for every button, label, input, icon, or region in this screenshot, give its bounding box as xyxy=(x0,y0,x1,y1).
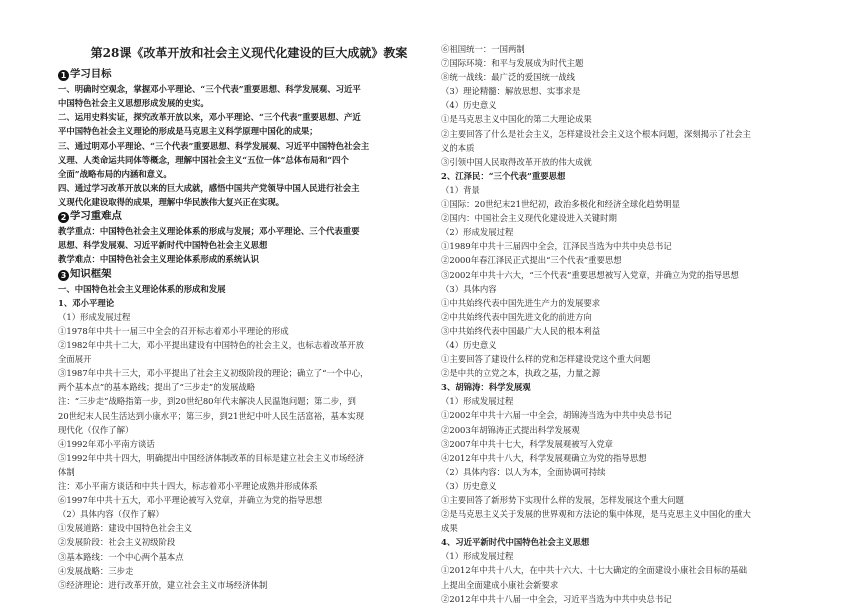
text-line: （3）历史意义 xyxy=(441,480,497,491)
text-line: ②2012年中共十八届一中全会，习近平当选为中共中央总书记 xyxy=(441,593,672,604)
text-line: ②是马克思主义关于发展的世界观和方法论的集中体现，是马克思主义中国化的重大 xyxy=(441,509,751,520)
subheading-xi: 4、习近平新时代中国特色社会主义思想 xyxy=(441,537,590,548)
text-line: ①发展道路：建设中国特色社会主义 xyxy=(58,523,192,534)
text-line: ①是马克思主义中国化的第二大理论成果 xyxy=(441,114,592,125)
text-line: ①2012年中共十八大，在中共十六大、十七大确定的全面建设小康社会目标的基础 xyxy=(441,565,748,576)
section-label: 知识框架 xyxy=(70,267,112,280)
text-line: （2）形成发展过程 xyxy=(441,227,514,238)
goal-line: 义理、人类命运共同体等概念，理解中国社会主义“五位一体”总体布局和“四个 xyxy=(58,154,349,165)
text-line: ⑧统一战线：最广泛的爱国统一战线 xyxy=(441,72,575,83)
text-line: （3）理论精髓：解放思想、实事求是 xyxy=(441,86,581,97)
text-line: ①2002年中共十六届一中全会，胡锦涛当选为中共中央总书记 xyxy=(441,410,672,421)
text-line: ④2012年中共十八大，科学发展观确立为党的指导思想 xyxy=(441,452,647,463)
subheading-deng: 1、邓小平理论 xyxy=(58,297,115,308)
text-line: 两个基本点”的基本路线；提出了“三步走”的发展战略 xyxy=(58,382,256,393)
text-line: 现代化（仅作了解） xyxy=(58,424,134,435)
text-line: ④发展战略：三步走 xyxy=(58,565,134,576)
section-label: 学习重难点 xyxy=(70,210,122,223)
text-line: ②中共始终代表中国先进文化的前进方向 xyxy=(441,311,592,322)
goal-line: 四、通过学习改革开放以来的巨大成就，感悟中国共产党领导中国人民进行社会主 xyxy=(58,182,360,193)
text-line: ③中共始终代表中国最广大人民的根本利益 xyxy=(441,325,601,336)
text-line: 注：“三步走”战略指第一步，到20世纪80年代末解决人民温饱问题；第二步，到 xyxy=(58,396,356,407)
text-line: ①国际：20世纪末21世纪初，政治多极化和经济全球化趋势明显 xyxy=(441,199,681,210)
section-number-badge: 2 xyxy=(58,212,69,223)
subheading-hu: 3、胡锦涛：科学发展观 xyxy=(441,382,531,393)
left-column xyxy=(58,0,436,608)
text-line: ①1989年中共十三届四中全会，江泽民当选为中共中央总书记 xyxy=(441,241,672,252)
section-heading-framework xyxy=(58,267,436,282)
goal-line: 一、明确时空观念，掌握邓小平理论、“三个代表”重要思想、科学发展观、习近平 xyxy=(58,84,361,95)
goal-line: 中国特色社会主义思想形成发展的史实。 xyxy=(58,98,209,109)
text-line: （1）形成发展过程 xyxy=(441,551,514,562)
text-line: ①中共始终代表中国先进生产力的发展要求 xyxy=(441,297,601,308)
text-line: ⑥祖国统一：一国两制 xyxy=(441,44,525,54)
subheading-jiang: 2、江泽民：“三个代表”重要思想 xyxy=(441,170,566,181)
text-line: （2）具体内容：以人为本，全面协调可持续 xyxy=(441,466,606,477)
text-line: ②1982年中共十二大，邓小平提出建设有中国特色的社会主义，也标志着改革开放 xyxy=(58,340,365,351)
text-line: ③引领中国人民取得改革开放的伟大成就 xyxy=(441,156,592,167)
section-number-badge: 1 xyxy=(58,70,69,81)
key-point-line: 思想、科学发展观、习近平新时代中国特色社会主义思想 xyxy=(58,240,268,251)
text-line: ①主要回答了建设什么样的党和怎样建设党这个重大问题 xyxy=(441,354,651,365)
goal-line: 三、通过明邓小平理论、“三个代表”重要思想、科学发展观、习近平中国特色社会主 xyxy=(58,140,370,151)
key-point-line: 教学难点：中国特色社会主义理论体系形成的系统认识 xyxy=(58,254,259,265)
text-line: ①主要回答了新形势下实现什么样的发展，怎样发展这个重大问题 xyxy=(441,495,684,505)
goal-line: 平中国特色社会主义理论的形成是马克思主义科学原理中国化的成果； xyxy=(58,126,318,137)
framework-heading: 一、中国特色社会主义理论体系的形成和发展 xyxy=(58,283,226,294)
text-line: ②2000年春江泽民正式提出“三个代表”重要思想 xyxy=(441,255,622,266)
goal-line: 义现代化建设取得的成果，理解中华民族伟大复兴正在实现。 xyxy=(58,196,285,207)
text-line: ①1978年中共十一届三中全会的召开标志着邓小平理论的形成 xyxy=(58,326,289,337)
text-line: （1）形成发展过程 xyxy=(58,311,131,322)
text-line: ④1992年邓小平南方谈话 xyxy=(58,438,155,449)
text-line: ②国内：中国社会主义现代化建设进入关键时期 xyxy=(441,213,617,224)
text-line: 成果 xyxy=(441,523,458,534)
text-line: 上提出全面建成小康社会新要求 xyxy=(441,579,559,590)
text-line: ③2002年中共十六大，“三个代表”重要思想被写入党章，并确立为党的指导思想 xyxy=(441,269,739,280)
page-title: 第28课《改革开放和社会主义现代化建设的巨大成就》教案 xyxy=(90,46,408,60)
text-line: ②主要回答了什么是社会主义，怎样建设社会主义这个根本问题，深刻揭示了社会主 xyxy=(441,128,751,139)
goal-line: 全面”战略布局的内涵和意义。 xyxy=(58,168,172,179)
right-column xyxy=(441,0,805,608)
goal-line: 二、运用史料实证，探究改革开放以来，邓小平理论、“三个代表”重要思想、产近 xyxy=(58,112,361,123)
text-line: 义的本质 xyxy=(441,142,475,153)
text-line: ⑤经济理论：进行改革开放，建立社会主义市场经济体制 xyxy=(58,579,268,590)
text-line: ②发展阶段：社会主义初级阶段 xyxy=(58,537,176,548)
text-line: 体制 xyxy=(58,466,75,477)
text-line: 20世纪末人民生活达到小康水平；第三步，到21世纪中叶人民生活富裕，基本实现 xyxy=(58,410,365,421)
text-line: （1）背景 xyxy=(441,184,480,195)
text-line: ③2007年中共十七大，科学发展观被写入党章 xyxy=(441,438,614,449)
text-line: （4）历史意义 xyxy=(441,100,497,111)
section-heading-key-points xyxy=(58,209,436,224)
text-line: 全面展开 xyxy=(58,354,92,365)
text-line: （3）具体内容 xyxy=(441,283,497,294)
text-line: ②2003年胡锦涛正式提出科学发展观 xyxy=(441,424,580,435)
text-line: （1）形成发展过程 xyxy=(441,396,514,407)
text-line: ③基本路线：一个中心两个基本点 xyxy=(58,551,184,562)
section-heading-goals xyxy=(58,67,436,82)
section-label: 学习目标 xyxy=(70,68,112,80)
text-line: ⑤1992年中共十四大，明确提出中国经济体制改革的目标是建立社会主义市场经济 xyxy=(58,452,365,463)
text-line: （4）历史意义 xyxy=(441,339,497,350)
key-point-line: 教学重点：中国特色社会主义理论体系的形成与发展；邓小平理论、三个代表重要 xyxy=(58,226,360,237)
text-line: ③1987年中共十三大，邓小平提出了社会主义初级阶段的理论；确立了“一个中心， xyxy=(58,368,369,379)
text-line: （2）具体内容（仅作了解） xyxy=(58,509,164,520)
text-line: ⑥1997年中共十五大，邓小平理论被写入党章，并确立为党的指导思想 xyxy=(58,495,323,506)
text-line: 注：邓小平南方谈话和中共十四大，标志着邓小平理论成熟并形成体系 xyxy=(58,481,318,492)
text-line: ②是中共的立党之本，执政之基，力量之源 xyxy=(441,368,601,379)
section-number-badge: 3 xyxy=(58,270,69,281)
text-line: ⑦国际环境：和平与发展成为时代主题 xyxy=(441,58,584,69)
